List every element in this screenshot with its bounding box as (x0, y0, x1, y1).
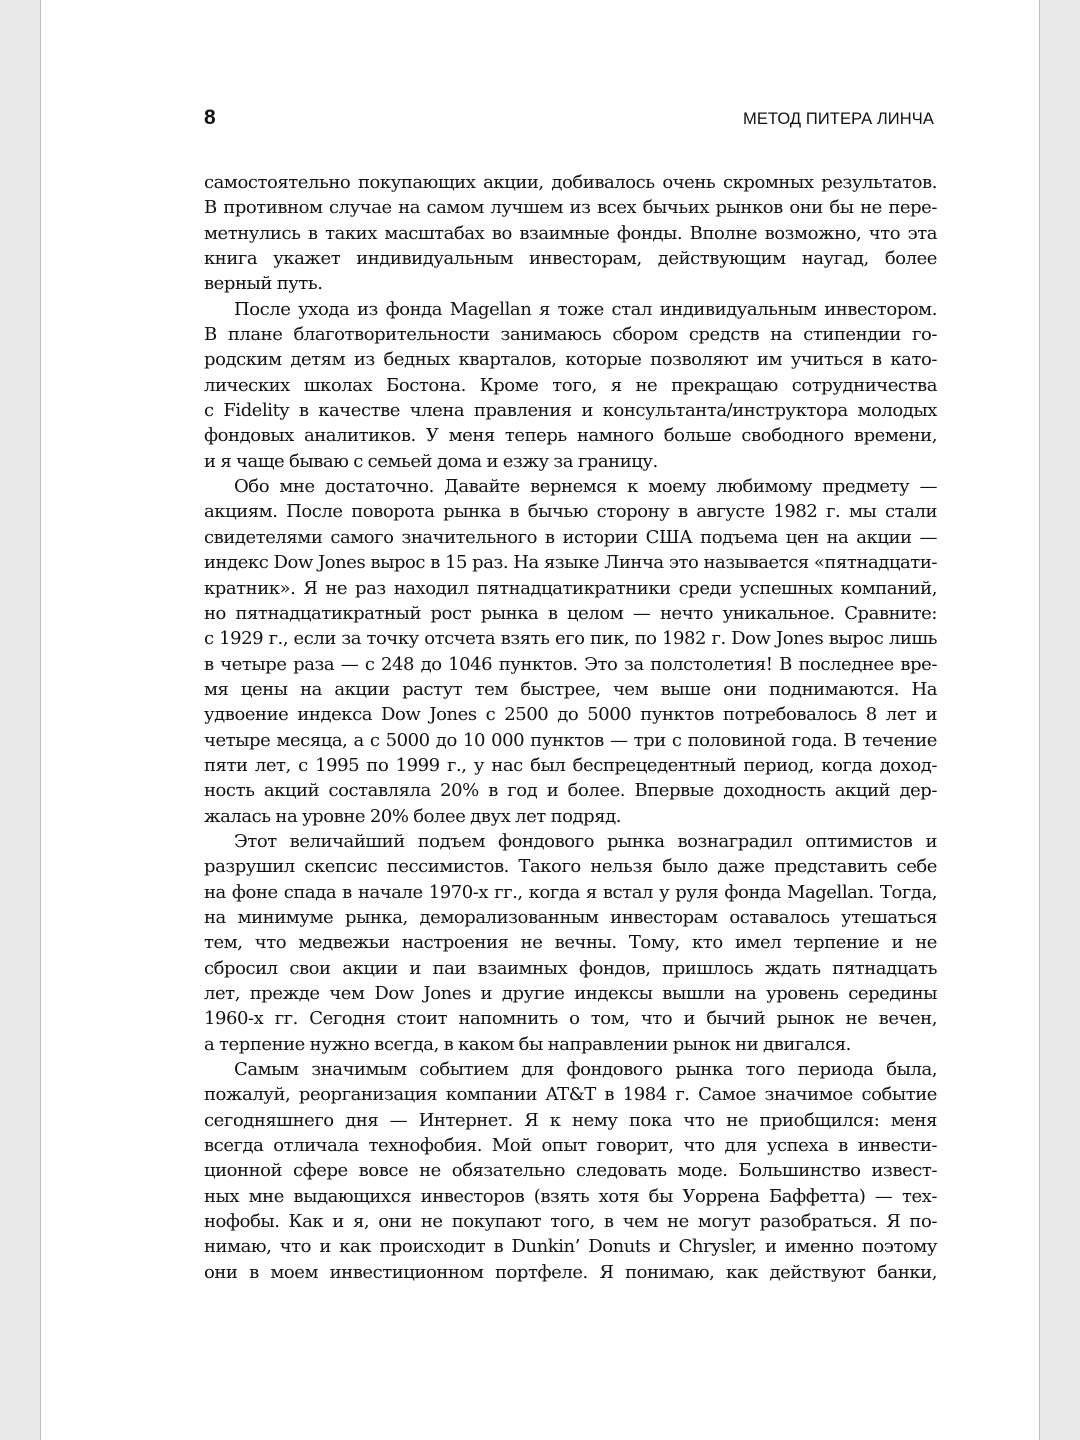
paragraph (204, 474, 937, 829)
text-line: удвоение индекса Dow Jones с 2500 до 5000 пунктов потребовалось 8 лет и (204, 704, 937, 726)
text-line: нимаю, что и как происходит в Dunkin’ Donuts и Chrysler, и именно поэтому (204, 1236, 937, 1258)
text-line: 1960-х гг. Сегодня стоит напомнить о том, что и бычий рынок не вечен, (204, 1008, 937, 1030)
text-line: акциям. После поворота рынка в бычью сторону в августе 1982 г. мы стали (204, 501, 937, 523)
text-line: пяти лет, с 1995 по 1999 г., у нас был беспрецедентный период, когда доход- (204, 754, 937, 776)
text-line: После ухода из фонда Magellan я тоже стал индивидуальным инвестором. (234, 298, 937, 320)
text-line: в четыре раза — с 248 до 1046 пунктов. Это за полстолетия! В последнее вре- (204, 653, 937, 675)
text-line: Обо мне достаточно. Давайте вернемся к моему любимому предмету — (234, 476, 937, 498)
text-line: лических школах Бостона. Кроме того, я не прекращаю сотрудничества (204, 374, 937, 396)
page-number: 8 (204, 106, 216, 129)
text-line: свидетелями самого значительного в истории США подъема цен на акции — (204, 526, 937, 548)
text-line: а терпение нужно всегда, в каком бы направлении рынок ни двигался. (204, 1033, 851, 1055)
text-line: В противном случае на самом лучшем из всех бычьих рынков они бы не пере- (204, 197, 937, 219)
text-line: мя цены на акции растут тем быстрее, чем выше они поднимаются. На (204, 678, 937, 700)
text-line: нофобы. Как и я, они не покупают того, в чем не могут разобраться. Я по- (204, 1211, 937, 1233)
text-line: индекс Dow Jones вырос в 15 раз. На языке Линча это называется «пятнадцати- (204, 552, 937, 574)
text-line: верный путь. (204, 273, 323, 295)
text-line: сегодняшнего дня — Интернет. Я к нему пока что не приобщился: меня (204, 1109, 937, 1131)
running-head-title: МЕТОД ПИТЕРА ЛИНЧА (742, 110, 934, 128)
text-line: родским детям из бедных кварталов, которые позволяют им учиться в като- (204, 349, 937, 371)
text-line: на фоне спада в начале 1970-х гг., когда я встал у руля фонда Magellan. Тогда, (204, 881, 937, 903)
paragraph (204, 1057, 937, 1285)
text-line: ционной сфере вовсе не обязательно следовать моде. Большинство извест- (204, 1160, 937, 1182)
book-page (40, 0, 1040, 1440)
text-line: фондовых аналитиков. У меня теперь намного больше свободного времени, (204, 425, 937, 447)
text-line: В плане благотворительности занимаюсь сбором средств на стипендии го- (204, 324, 937, 346)
text-line: четыре месяца, а с 5000 до 10 000 пунктов — три с половиной года. В течение (204, 729, 937, 751)
text-line: ность акций составляла 20% в год и более. Впервые доходность акций дер- (204, 780, 937, 802)
text-line: кратник». Я не раз находил пятнадцатикратники среди успешных компаний, (204, 577, 937, 599)
text-line: с Fidelity в качестве члена правления и консультанта/инструктора молодых (204, 400, 937, 422)
text-line: на минимуме рынка, деморализованным инвесторам оставалось утешаться (204, 906, 937, 928)
text-line: они в моем инвестиционном портфеле. Я понимаю, как действуют банки, (204, 1261, 937, 1283)
text-line: и я чаще бываю с семьей дома и езжу за границу. (204, 450, 658, 472)
text-line: лет, прежде чем Dow Jones и другие индексы вышли на уровень середины (204, 983, 937, 1004)
text-line: Этот величайший подъем фондового рынка вознаградил оптимистов и (234, 830, 937, 852)
text-line: ных мне выдающихся инвесторов (взять хотя бы Уоррена Баффетта) — тех- (204, 1185, 937, 1207)
text-line: Самым значимым событием для фондового рынка того периода была, (234, 1059, 937, 1081)
paragraph (204, 170, 937, 297)
page-body-text (204, 170, 937, 1285)
text-line: тем, что медвежьи настроения не вечны. Тому, кто имел терпение и не (204, 932, 937, 954)
text-line: жалась на уровне 20% более двух лет подряд. (204, 805, 622, 827)
text-line: с 1929 г., если за точку отсчета взять его пик, по 1982 г. Dow Jones вырос лишь (204, 628, 937, 650)
paragraph (204, 297, 937, 474)
text-line: разрушил скепсис пессимистов. Такого нельзя было даже представить себе (204, 856, 937, 878)
text-line: но пятнадцатикратный рост рынка в целом — нечто уникальное. Сравните: (204, 602, 937, 624)
text-line: пожалуй, реорганизация компании AT&T в 1984 г. Самое значимое событие (204, 1084, 937, 1106)
text-line: самостоятельно покупающих акции, добивалось очень скромных результатов. (204, 172, 937, 193)
text-line: метнулись в таких масштабах во взаимные фонды. Вполне возможно, что эта (204, 222, 937, 244)
paragraph (204, 829, 937, 1057)
text-line: книга укажет индивидуальным инвесторам, действующим наугад, более (204, 248, 937, 270)
text-line: всегда отличала технофобия. Мой опыт говорит, что для успеха в инвести- (204, 1135, 937, 1157)
text-line: сбросил свои акции и паи взаимных фондов, пришлось ждать пятнадцать (204, 957, 937, 979)
